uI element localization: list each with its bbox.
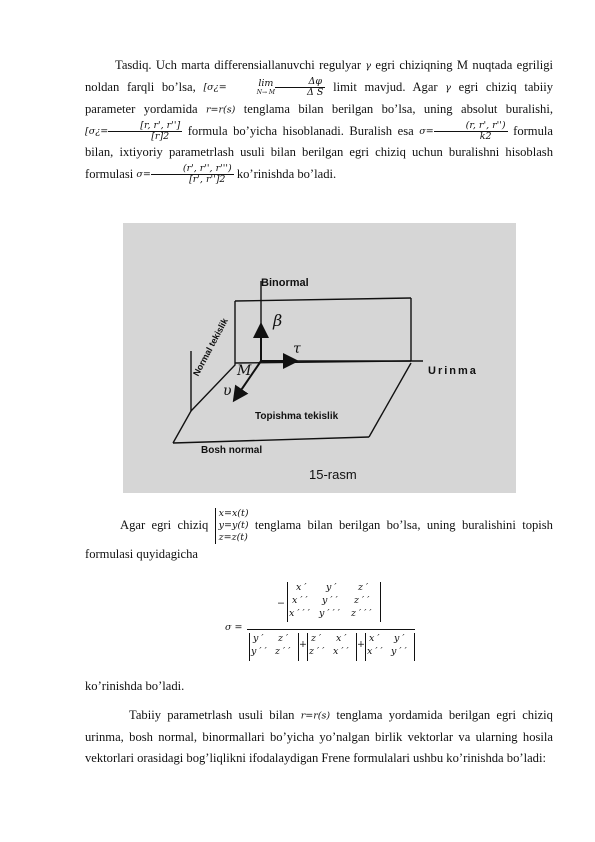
formula-abs-torsion bbox=[85, 119, 182, 142]
fraction-numerator: [r, r', r''] bbox=[108, 121, 182, 132]
label-beta: β bbox=[273, 311, 283, 330]
fraction-denominator: k2 bbox=[479, 130, 492, 142]
det-cell: y ′ ′ bbox=[251, 646, 267, 657]
fraction-numerator: (r', r'', r''') bbox=[151, 164, 234, 175]
det-cell: z ′ ′ ′ bbox=[351, 608, 372, 619]
paragraph-parametric bbox=[85, 508, 553, 566]
text-run: egri chiziq tabiiy parameter yordamida bbox=[85, 79, 554, 116]
fraction bbox=[151, 164, 234, 185]
minor-determinant-2 bbox=[307, 633, 357, 661]
osc-plane-left bbox=[173, 411, 191, 443]
label-point-m: M bbox=[237, 363, 252, 379]
formula-general-torsion bbox=[136, 163, 233, 186]
numerator-determinant bbox=[287, 582, 381, 622]
fraction-denominator: [r', r'']2 bbox=[189, 174, 226, 186]
symbol-gamma: γ bbox=[445, 82, 451, 94]
system-eq-z: z=z(t) bbox=[218, 532, 248, 543]
fraction-denominator: Δ S bbox=[307, 87, 324, 99]
text-run: ko’rinishda bo’ladi. bbox=[233, 166, 337, 181]
sigma-equals: σ = bbox=[225, 622, 243, 633]
minor-determinant-3 bbox=[365, 633, 415, 661]
plus-sign: + bbox=[299, 639, 307, 650]
det-cell: x ′ bbox=[369, 633, 380, 644]
lim-operator bbox=[227, 79, 275, 97]
formula-part: [σ¿= bbox=[85, 125, 109, 137]
fraction-numerator: (r, r', r'') bbox=[434, 121, 508, 132]
osc-plane-front bbox=[173, 437, 369, 443]
det-cell: y ′ ′ bbox=[391, 646, 407, 657]
formula-part: σ= bbox=[419, 125, 434, 137]
text-run: tenglama yordamida berilgan egri chiziq urinma, bosh normal, binormallari bo’yicha yo’nalgan birlik vektorlar va ularning hosila vektorlari orasidagi bog’liqlikni ifodalaydigan Frene formulalari ushbu ko’rinishda bo’ladi: bbox=[85, 708, 553, 766]
det-cell: y ′ ′ bbox=[322, 595, 338, 606]
fraction-bar bbox=[247, 629, 415, 630]
formula-torsion bbox=[419, 119, 507, 142]
det-cell: z ′ bbox=[278, 633, 289, 644]
text-run: formula bo’yicha hisoblanadi. Buralish esa bbox=[182, 123, 420, 138]
det-cell: y ′ bbox=[394, 633, 405, 644]
system-eq-y: y=y(t) bbox=[218, 520, 249, 531]
det-cell: x ′ bbox=[296, 582, 307, 593]
label-binormal: Binormal bbox=[261, 277, 309, 289]
minor-determinant-1 bbox=[249, 633, 299, 661]
figure-frenet-trihedron bbox=[123, 223, 516, 493]
det-cell: y ′ ′ ′ bbox=[319, 608, 340, 619]
det-cell: x ′ ′ bbox=[333, 646, 349, 657]
text-run: egri chiziqning M nuqtada egriligi noldan farqli bo’lsa, bbox=[85, 58, 554, 94]
det-cell: z ′ bbox=[358, 582, 369, 593]
lim-subscript: N→ M bbox=[256, 88, 276, 96]
label-urinma: Urinma bbox=[428, 365, 478, 377]
figure-drawing bbox=[123, 223, 516, 493]
det-cell: y ′ bbox=[326, 582, 337, 593]
text-run: ko’rinishda bo’ladi. bbox=[85, 679, 185, 693]
formula-natural-param: r=r(s) bbox=[300, 710, 331, 722]
det-cell: z ′ ′ bbox=[354, 595, 370, 606]
torsion-formula bbox=[225, 580, 425, 670]
formula-limit bbox=[203, 76, 325, 99]
det-cell: x ′ bbox=[336, 633, 347, 644]
det-cell: y ′ bbox=[253, 633, 264, 644]
plus-sign: + bbox=[357, 639, 365, 650]
osc-plane-right bbox=[369, 363, 411, 437]
minus-sign: − bbox=[277, 598, 285, 609]
det-cell: z ′ ′ bbox=[275, 646, 291, 657]
symbol-gamma: γ bbox=[365, 60, 372, 72]
fraction-denominator: [r]2 bbox=[151, 130, 170, 142]
text-run: Tasdiq. Uch marta differensiallanuvchi regulyar bbox=[115, 58, 366, 72]
paragraph-conclusion bbox=[85, 676, 553, 698]
formula-natural-param: r=r(s) bbox=[206, 104, 236, 116]
label-osculating-plane: Topishma tekislik bbox=[255, 411, 339, 422]
label-normal-plane: Normal tekislik bbox=[191, 316, 230, 378]
text-run: Agar egri chiziq bbox=[120, 517, 215, 532]
formula-part: [σ¿= bbox=[203, 82, 227, 94]
det-cell: z ′ bbox=[311, 633, 322, 644]
figure-caption: 15-rasm bbox=[309, 467, 357, 482]
label-main-normal: Bosh normal bbox=[201, 445, 263, 456]
lim-word: lim bbox=[258, 77, 274, 89]
paragraph-theorem bbox=[85, 55, 553, 186]
parametric-system bbox=[215, 508, 249, 544]
label-nu: υ bbox=[223, 383, 232, 399]
fraction-numerator: Δφ bbox=[275, 77, 325, 88]
det-cell: x ′ ′ bbox=[367, 646, 383, 657]
det-cell: z ′ ′ bbox=[309, 646, 325, 657]
formula-part: σ= bbox=[136, 169, 151, 181]
text-run: tenglama bilan berilgan bo’lsa, uning absolut buralishi, bbox=[235, 101, 553, 116]
label-tau: τ bbox=[293, 341, 301, 357]
system-eq-x: x=x(t) bbox=[218, 508, 249, 519]
fraction bbox=[434, 121, 508, 142]
det-cell: x ′ ′ bbox=[292, 595, 308, 606]
text-run: tenglama bilan berilgan bo’lsa, uning buralishini topish formulasi quyidagicha bbox=[85, 517, 553, 561]
fraction bbox=[275, 77, 325, 98]
paragraph-frenet bbox=[85, 705, 553, 770]
det-cell: x ′ ′ ′ bbox=[289, 608, 310, 619]
text-run: limit mavjud. Agar bbox=[325, 79, 446, 94]
text-run: Tabiiy parametrlash usuli bilan bbox=[129, 708, 301, 722]
fraction bbox=[108, 121, 182, 142]
text-run: formula bilan, ixtiyoriy parametrlash usuli bilan berilgan egri chiziq uchun buralishni hisoblash formulasi bbox=[85, 123, 553, 181]
